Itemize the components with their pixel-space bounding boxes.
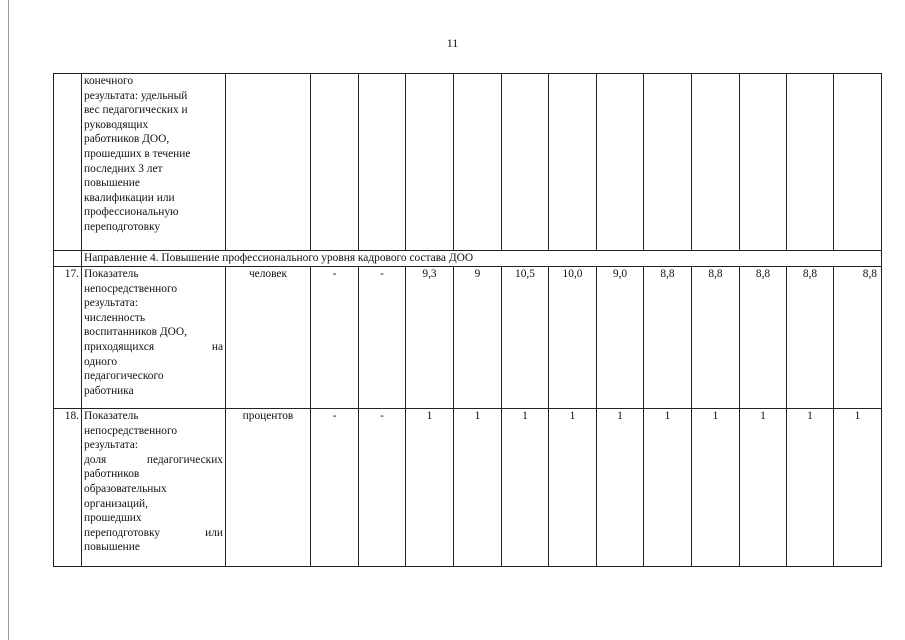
indicator-name-line: прошедших [84, 512, 142, 525]
indicator-name-line: профессиональную [84, 206, 179, 219]
value-cell: 8,8 [834, 267, 882, 409]
value-cell: - [359, 409, 406, 567]
indicator-name-line: педагогического [84, 370, 164, 383]
value-cell: 1 [692, 409, 740, 567]
value-cell: - [311, 267, 359, 409]
indicator-name-line: непосредственного [84, 282, 178, 295]
indicator-name-line: работников ДОО, [84, 133, 170, 146]
value-cell [597, 74, 644, 251]
value-cell: 10,0 [549, 267, 597, 409]
value-cell: 1 [787, 409, 834, 567]
table-row [54, 267, 882, 409]
indicator-name-line: вес педагогических и [84, 104, 188, 117]
value-cell: 8,8 [787, 267, 834, 409]
value-cell: 10,5 [502, 267, 549, 409]
indicator-name-line: непосредственного [84, 424, 178, 437]
value-cell: 1 [502, 409, 549, 567]
value-cell [406, 74, 454, 251]
value-cell [834, 74, 882, 251]
unit-cell: человек [226, 267, 311, 409]
value-cell: 1 [454, 409, 502, 567]
indicator-name-line: руководящих [84, 118, 149, 131]
row-number-cell [54, 251, 82, 267]
indicator-name-line: организаций, [84, 497, 148, 510]
table-row-continuation [54, 74, 882, 251]
indicator-name-line: конечного [84, 75, 134, 87]
value-cell: 9,3 [406, 267, 454, 409]
value-cell [644, 74, 692, 251]
table-row [54, 409, 882, 567]
row-number: 17. [54, 267, 82, 409]
value-cell: 8,8 [644, 267, 692, 409]
value-cell: 9 [454, 267, 502, 409]
row-number: 18. [54, 409, 82, 567]
indicator-name-line: приходящихся на [84, 340, 223, 353]
indicator-name-line: прошедших в течение [84, 147, 191, 160]
section-title: Направление 4. Повышение профессионального уровня кадрового состава ДОО [82, 251, 882, 267]
value-cell [311, 74, 359, 251]
indicator-name-line: последних 3 лет [84, 162, 163, 175]
value-cell: - [359, 267, 406, 409]
unit-cell: процентов [226, 409, 311, 567]
page-edge-line [8, 0, 9, 640]
indicator-name-line: образовательных [84, 482, 167, 495]
value-cell [740, 74, 787, 251]
indicator-name-line: результата: [84, 439, 139, 452]
value-cell [692, 74, 740, 251]
value-cell: 1 [740, 409, 787, 567]
value-cell: 1 [644, 409, 692, 567]
indicator-name-line: результата: [84, 297, 139, 310]
row-number-cell [54, 74, 82, 251]
indicator-name-line: доля педагогических [84, 453, 223, 466]
indicator-name-line: работника [84, 384, 134, 397]
indicator-name-line: повышение [84, 177, 140, 190]
indicator-name-line: переподготовку или [84, 526, 223, 539]
page-number: 11 [446, 36, 459, 50]
indicator-name-line: одного [84, 355, 118, 368]
value-cell [787, 74, 834, 251]
value-cell [549, 74, 597, 251]
value-cell: - [311, 409, 359, 567]
indicator-name-line: Показатель [84, 268, 139, 280]
value-cell [502, 74, 549, 251]
indicator-name-line: численность [84, 311, 146, 324]
value-cell: 1 [549, 409, 597, 567]
indicator-name-line: работников [84, 468, 140, 481]
indicator-name-line: квалификации или [84, 191, 175, 204]
indicator-name-cell [82, 267, 226, 409]
section-header-row [54, 251, 882, 267]
indicator-name-line: Показатель [84, 410, 139, 422]
indicators-table [53, 73, 882, 567]
indicator-name-cell [82, 409, 226, 567]
unit-cell [226, 74, 311, 251]
indicator-name-line: воспитанников ДОО, [84, 326, 187, 339]
value-cell: 1 [406, 409, 454, 567]
indicator-name-line: результата: удельный [84, 89, 188, 102]
indicator-name-cell [82, 74, 226, 251]
value-cell: 1 [834, 409, 882, 567]
value-cell [359, 74, 406, 251]
indicator-name-line: повышение [84, 541, 140, 554]
value-cell: 9,0 [597, 267, 644, 409]
value-cell: 1 [597, 409, 644, 567]
value-cell: 8,8 [692, 267, 740, 409]
indicator-name-line: переподготовку [84, 220, 161, 233]
value-cell: 8,8 [740, 267, 787, 409]
value-cell [454, 74, 502, 251]
